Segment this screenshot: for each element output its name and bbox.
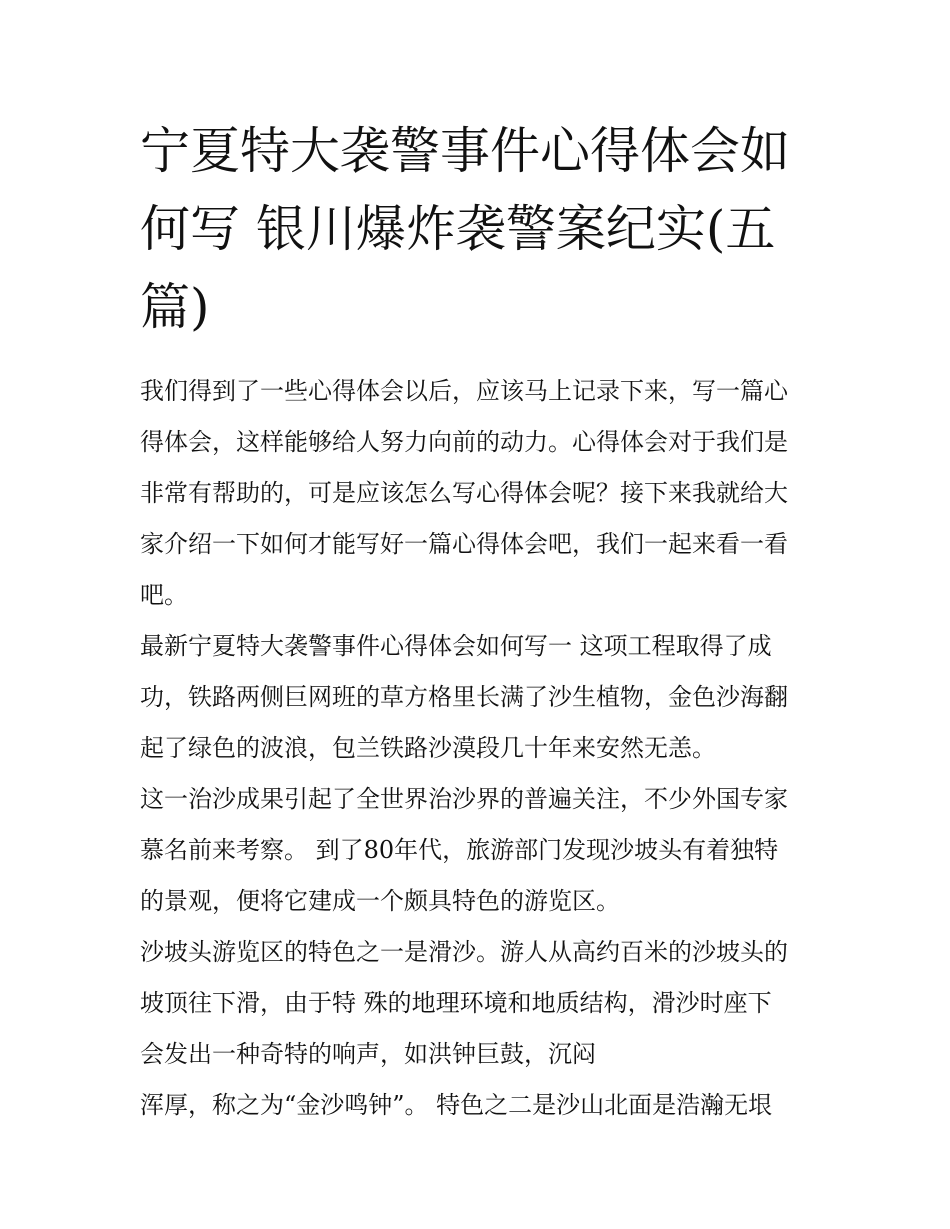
- text-line: 得体会，这样能够给人努力向前的动力。心得体会对于我们是: [140, 428, 788, 456]
- text-line: 坡顶往下滑，由于特 殊的地理环境和地质结构，滑沙时座下: [140, 989, 772, 1017]
- text-line: 浑厚，称之为“金沙鸣钟”。 特色之二是沙山北面是浩瀚无垠: [140, 1091, 773, 1119]
- paragraph-desert-control: [140, 774, 820, 927]
- title-line: 何写 银川爆炸袭警案纪实(五: [140, 200, 776, 258]
- text-line: 起了绿色的波浪，包兰铁路沙漠段几十年来安然无恙。: [140, 734, 716, 762]
- text-line: 最新宁夏特大袭警事件心得体会如何写一 这项工程取得了成: [140, 632, 772, 660]
- document-body: [140, 366, 820, 1131]
- paragraph-golden-sand-bell: [140, 1080, 820, 1131]
- paragraph-intro: [140, 366, 820, 621]
- text-line: 会发出一种奇特的响声，如洪钟巨鼓，沉闷: [140, 1040, 596, 1068]
- title-line: 篇): [140, 278, 210, 336]
- text-line: 我们得到了一些心得体会以后，应该马上记录下来，写一篇心: [140, 377, 788, 405]
- text-line: 的景观，便将它建成一个颇具特色的游览区。: [140, 887, 620, 915]
- text-line: 这一治沙成果引起了全世界治沙界的普遍关注，不少外国专家: [140, 785, 788, 813]
- text-line: 沙坡头游览区的特色之一是滑沙。游人从高约百米的沙坡头的: [140, 938, 788, 966]
- paragraph-project: [140, 621, 820, 774]
- text-line: 家介绍一下如何才能写好一篇心得体会吧，我们一起来看一看: [140, 530, 788, 558]
- text-line: 非常有帮助的，可是应该怎么写心得体会呢？接下来我就给大: [140, 479, 788, 507]
- text-line: 功，铁路两侧巨网班的草方格里长满了沙生植物，金色沙海翻: [140, 683, 788, 711]
- title-line: 宁夏特大袭警事件心得体会如: [140, 122, 790, 180]
- paragraph-sand-sliding: [140, 927, 820, 1080]
- text-line: 吧。: [140, 581, 188, 609]
- document-title: [140, 112, 820, 346]
- document-page: [140, 112, 820, 1131]
- text-line: 慕名前来考察。 到了80年代，旅游部门发现沙坡头有着独特: [140, 836, 779, 864]
